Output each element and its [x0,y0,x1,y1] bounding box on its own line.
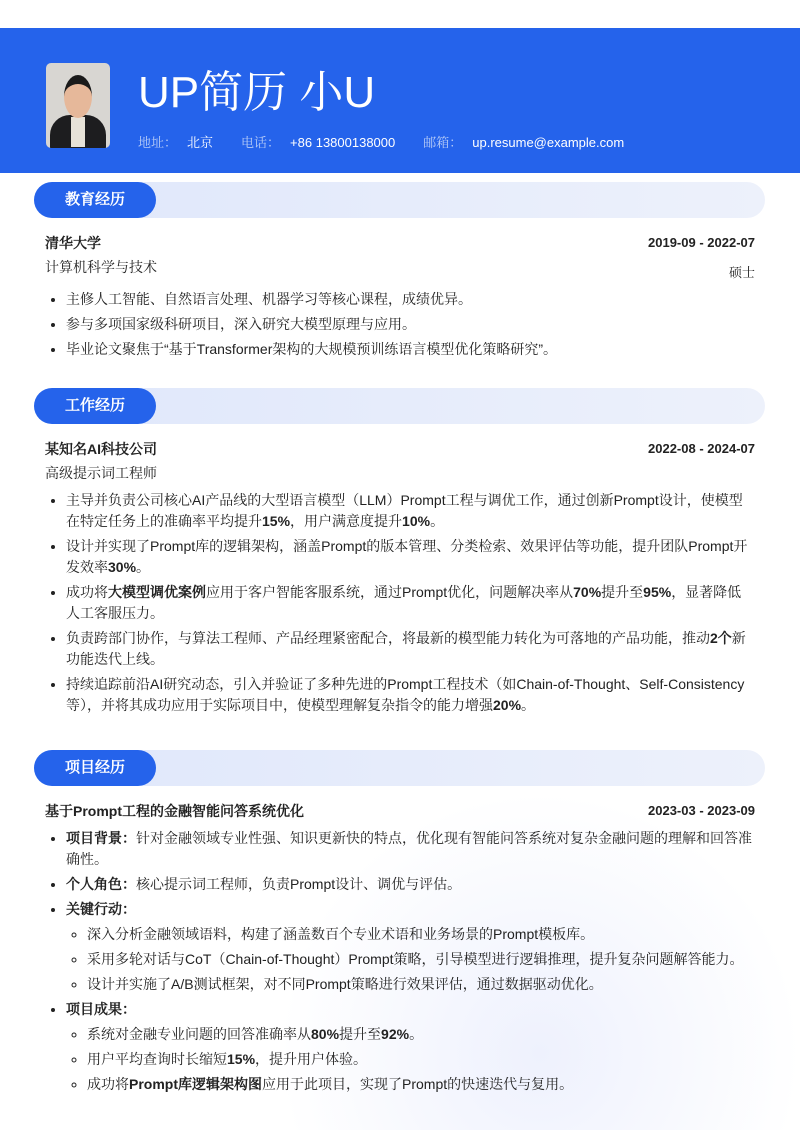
education-date: 2019-09 - 2022-07 [648,235,755,250]
education-entry [45,232,755,360]
list-item [66,999,755,1095]
bold-text: Prompt库逻辑架构图 [129,1076,262,1092]
project-title: 基于Prompt工程的金融智能问答系统优化 [45,803,304,819]
bold-text: 80% [311,1026,340,1042]
list-item [87,974,755,995]
text: 。 [521,697,536,713]
section-work [34,388,765,424]
email-value: up.resume@example.com [472,135,625,150]
degree: 硕士 [728,265,755,280]
resume-header [0,28,800,173]
text: 负责跨部门协作，与算法工程师、产品经理紧密配合，将最新的模型能力转化为可落地的产品功能，推动 [66,630,710,646]
phone-value: +86 13800138000 [290,135,396,150]
bold-text: 95% [643,584,672,600]
phone-label: 电话： [241,135,281,150]
candidate-name: UP简历 小U [138,68,376,117]
text: ，显著降低人工客服压力。 [66,584,742,621]
bold-text: 92% [381,1026,410,1042]
bold-text: 关键行动： [66,901,136,917]
list-item [66,490,755,532]
text: 深入分析金融领域语料，构建了涵盖数百个专业术语和业务场景的Prompt模板库。 [87,926,595,942]
project-entry [45,800,755,1095]
company-name: 某知名AI科技公司 [45,441,157,457]
contact-info [138,132,624,151]
bold-text: 项目背景： [66,830,136,846]
text: 持续追踪前沿AI研究动态，引入并验证了多种先进的Prompt工程技术（如Chain-of-Thought、Self-Consistency等），并将其成功应用于实际项目中，使模型理解复杂指令的能力增强 [66,676,745,713]
bold-text: 项目成果： [66,1001,136,1017]
text: ，用户满意度提升 [290,513,403,529]
project-date: 2023-03 - 2023-09 [648,803,755,818]
text: 。 [136,559,151,575]
work-bullets [45,490,755,716]
section-education [34,182,765,218]
text: 提升至 [339,1026,382,1042]
text: 提升至 [601,584,644,600]
list-item [66,874,755,895]
list-item [66,536,755,578]
work-entry [45,438,755,716]
text: 采用多轮对话与CoT（Chain-of-Thought）Prompt策略，引导模型进行逻辑推理，提升复杂问题解答能力。 [87,951,744,967]
list-item [66,828,755,870]
text: 成功将 [87,1076,129,1092]
list-item [66,289,755,310]
text: 系统对金融专业问题的回答准确率从 [87,1026,311,1042]
bold-text: 15% [227,1051,256,1067]
list-item [87,1074,755,1095]
education-bullets [45,289,755,360]
bold-text: 个人角色： [66,876,136,892]
list-item [87,1049,755,1070]
bold-text: 2个 [710,630,732,646]
text: 设计并实现了Prompt库的逻辑架构，涵盖Prompt的版本管理、分类检索、效果评估等功能，提升团队Prompt开发效率 [66,538,748,575]
bold-text: 10% [402,513,431,529]
address-label: 地址： [138,135,178,150]
text: 核心提示词工程师，负责Prompt设计、调优与评估。 [136,876,462,892]
list-item [66,314,755,335]
work-date: 2022-08 - 2024-07 [648,441,755,456]
major: 计算机科学与技术 [45,259,157,275]
section-projects [34,750,765,786]
list-item [66,899,755,995]
list-item [66,628,755,670]
list-item [87,1024,755,1045]
text: 主导并负责公司核心AI产品线的大型语言模型（LLM）Prompt工程与调优工作，通过创新Prompt设计，使模型在特定任务上的准确率平均提升 [66,492,743,529]
list-item [66,674,755,716]
bold-text: 70% [573,584,602,600]
project-bullets [45,828,755,1095]
job-role: 高级提示词工程师 [45,465,157,481]
sub-list [66,1024,755,1095]
text: 。 [430,513,445,529]
text: 用户平均查询时长缩短 [87,1051,227,1067]
text: 设计并实施了A/B测试框架，对不同Prompt策略进行效果评估，通过数据驱动优化。 [87,976,603,992]
address-value: 北京 [187,135,214,150]
text: 毕业论文聚焦于“基于Transformer架构的大规模预训练语言模型优化策略研究”。 [66,341,558,357]
text: 新功能迭代上线。 [66,630,746,667]
profile-photo [46,63,110,148]
school-name: 清华大学 [45,235,101,251]
text: 应用于此项目，实现了Prompt的快速迭代与复用。 [262,1076,574,1092]
list-item [87,924,755,945]
text: ，提升用户体验。 [255,1051,368,1067]
text: 。 [409,1026,424,1042]
bold-text: 20% [493,697,522,713]
text: 参与多项国家级科研项目，深入研究大模型原理与应用。 [66,316,416,332]
list-item [87,949,755,970]
text: 针对金融领域专业性强、知识更新快的特点，优化现有智能问答系统对复杂金融问题的理解和回答准确性。 [66,830,752,867]
bold-text: 大模型调优案例 [108,584,206,600]
section-title: 教育经历 [34,182,156,218]
text: 应用于客户智能客服系统，通过Prompt优化，问题解决率从 [206,584,574,600]
bold-text: 15% [262,513,291,529]
sub-list [66,924,755,995]
email-label: 邮箱： [423,135,463,150]
list-item [66,339,755,360]
text: 主修人工智能、自然语言处理、机器学习等核心课程，成绩优异。 [66,291,472,307]
text: 成功将 [66,584,108,600]
section-title: 项目经历 [34,750,156,786]
section-title: 工作经历 [34,388,156,424]
list-item [66,582,755,624]
bold-text: 30% [108,559,137,575]
